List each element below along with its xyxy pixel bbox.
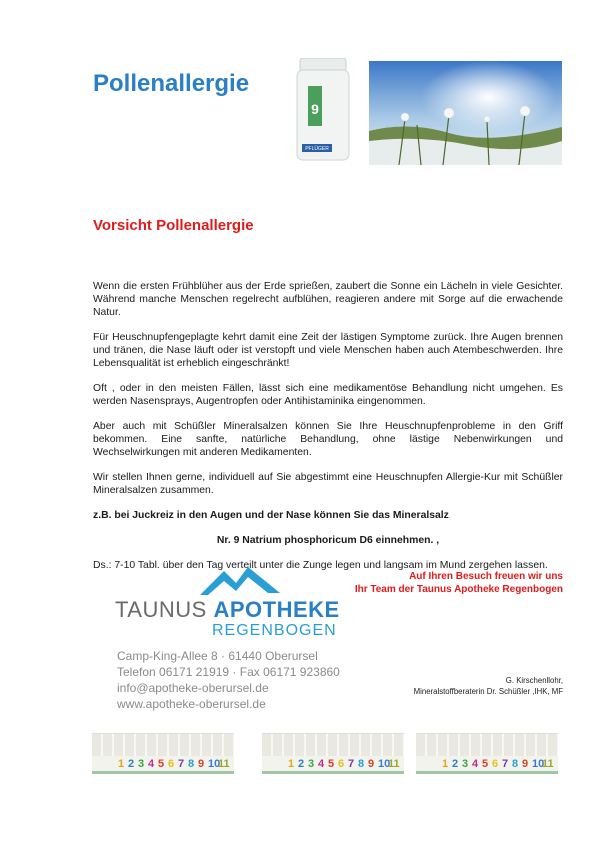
article-body bbox=[93, 280, 563, 584]
pflueger-jar-image bbox=[294, 58, 352, 162]
pack-number-label: 9 bbox=[368, 758, 375, 770]
pack-boxes bbox=[92, 734, 234, 756]
greeting-line-1: Auf Ihren Besuch freuen wir uns bbox=[409, 571, 563, 582]
pack-number-label: 8 bbox=[512, 758, 519, 770]
pack-number-label: 3 bbox=[462, 758, 469, 770]
pack-number-label: 11 bbox=[542, 758, 554, 770]
greeting-line-2: Ihr Team der Taunus Apotheke Regenbogen bbox=[354, 584, 563, 595]
contact-email: info@apotheke-oberursel.de bbox=[117, 681, 269, 695]
signature-name: G. Kirschenllohr, bbox=[505, 676, 563, 685]
pack-number-label: 5 bbox=[158, 758, 165, 770]
contact-phone: Telefon 06171 21919 · Fax 06171 923860 bbox=[117, 665, 340, 679]
jar-number-label: 9 bbox=[311, 101, 319, 117]
pack-base-strip bbox=[262, 771, 404, 774]
section-heading: Vorsicht Pollenallergie bbox=[93, 217, 254, 234]
pack-number-label: 1 bbox=[118, 758, 125, 770]
jar-brand-label: PFLÜGER bbox=[305, 146, 329, 152]
paragraph-8-dosage: Ds.: 7-10 Tabl. über den Tag verteilt unter die Zunge legen und langsam im Mund zergehen lassen. bbox=[93, 560, 548, 571]
paragraph-7-remedy: Nr. 9 Natrium phosphoricum D6 einnehmen. , bbox=[216, 535, 440, 546]
pack-base-strip bbox=[416, 771, 558, 774]
product-packs-image-1 bbox=[92, 733, 234, 774]
pack-number-label: 11 bbox=[218, 758, 230, 770]
pack-number-label: 9 bbox=[198, 758, 205, 770]
paragraph-4: Aber auch mit Schüßler Mineralsalzen können Sie Ihre Heuschnupfenprobleme in den Griff bekommen. Eine sanfte, natürliche Behandlung, ohne lästige Nebenwirkungen und Wechselwirkungen mit anderen Medikamenten. bbox=[93, 421, 563, 458]
pharmacy-subname: REGENBOGEN bbox=[212, 622, 337, 639]
pack-number-label: 1 bbox=[288, 758, 295, 770]
dandelion-meadow-photo bbox=[369, 61, 562, 165]
product-packs-image-3 bbox=[416, 733, 558, 774]
signature-role: Mineralstoffberaterin Dr. Schüßler ,IHK, MF bbox=[413, 687, 563, 696]
contact-web: www.apotheke-oberursel.de bbox=[117, 697, 266, 711]
paragraph-5: Wir stellen Ihnen gerne, individuell auf Sie abgestimmt eine Heuschnupfen Allergie-Kur mit Schüßler Mineralsalzen zusammen. bbox=[93, 472, 563, 496]
product-packs-image-2 bbox=[262, 733, 404, 774]
paragraph-6-example: z.B. bei Juckreiz in den Augen und der Nase können Sie das Mineralsalz bbox=[93, 510, 449, 521]
pack-number-label: 8 bbox=[188, 758, 195, 770]
pharmacy-name-word-2: APOTHEKE bbox=[213, 597, 340, 622]
pack-number-label: 4 bbox=[318, 758, 325, 770]
pack-number-label: 7 bbox=[502, 758, 509, 770]
pack-boxes bbox=[416, 734, 558, 756]
paragraph-3: Oft , oder in den meisten Fällen, lässt sich eine medikamentöse Behandlung nicht umgehen. Es werden Nasensprays, Augentropfen oder Antihistaminika eingenommen. bbox=[93, 383, 563, 407]
pharmacy-name-word-1: TAUNUS bbox=[115, 597, 207, 622]
pharmacy-name bbox=[115, 597, 340, 623]
pack-boxes bbox=[262, 734, 404, 756]
pack-number-label: 3 bbox=[308, 758, 315, 770]
pack-number-label: 3 bbox=[138, 758, 145, 770]
paragraph-1: Wenn die ersten Frühblüher aus der Erde sprießen, zaubert die Sonne ein Lächeln in viele Gesichter. Während manche Menschen regelrecht aufblühen, reagieren andere mit Sorge auf die erwachende Natur. bbox=[93, 281, 563, 318]
pack-number-label: 4 bbox=[148, 758, 155, 770]
pack-number-label: 5 bbox=[482, 758, 489, 770]
pack-number-label: 11 bbox=[388, 758, 400, 770]
pack-number-label: 9 bbox=[522, 758, 529, 770]
pack-number-label: 2 bbox=[128, 758, 135, 770]
pack-base-strip bbox=[92, 771, 234, 774]
pack-number-label: 7 bbox=[348, 758, 355, 770]
pack-number-label: 2 bbox=[298, 758, 305, 770]
pack-number-label: 8 bbox=[358, 758, 365, 770]
contact-address: Camp-King-Allee 8 · 61440 Oberursel bbox=[117, 649, 318, 663]
pack-number-label: 7 bbox=[178, 758, 185, 770]
pack-number-label: 10 bbox=[532, 758, 545, 770]
contact-block bbox=[117, 648, 340, 712]
pack-number-label: 1 bbox=[442, 758, 449, 770]
paragraph-2: Für Heuschnupfengeplagte kehrt damit eine Zeit der lästigen Symptome zurück. Ihre Augen brennen und tränen, die Nase läuft oder ist verstopft und viele Menschen haben auch Atembeschwerden. Ihre Lebensqualität ist erheblich eingeschränkt! bbox=[93, 332, 563, 369]
pack-number-label: 2 bbox=[452, 758, 459, 770]
page-title: Pollenallergie bbox=[93, 70, 250, 97]
pack-number-label: 6 bbox=[492, 758, 499, 770]
pack-number-label: 6 bbox=[338, 758, 345, 770]
pack-number-label: 10 bbox=[208, 758, 221, 770]
pack-number-label: 6 bbox=[168, 758, 175, 770]
pack-number-label: 10 bbox=[378, 758, 391, 770]
pack-number-label: 4 bbox=[472, 758, 479, 770]
greeting-block bbox=[320, 570, 563, 596]
signature-block bbox=[360, 675, 563, 697]
pack-number-label: 5 bbox=[328, 758, 335, 770]
